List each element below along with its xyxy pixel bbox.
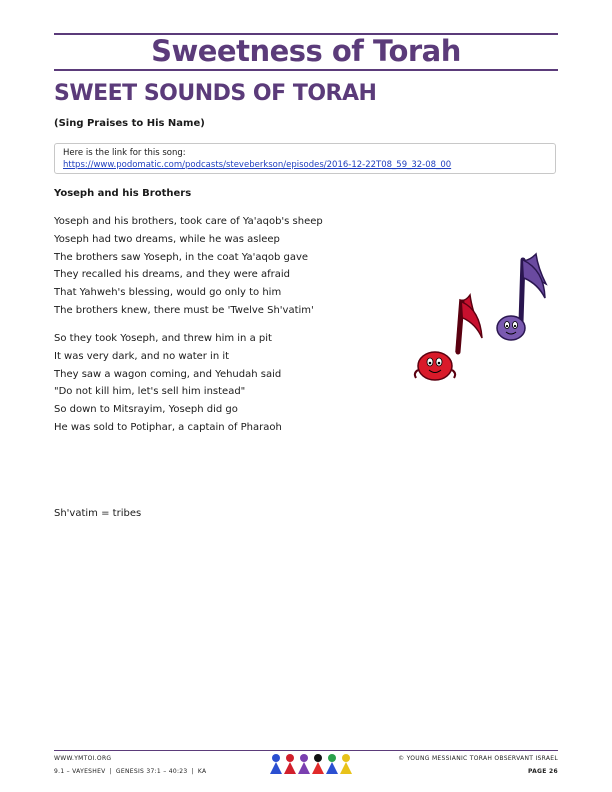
song-title: Yoseph and his Brothers	[54, 188, 192, 199]
lyric-line: They recalled his dreams, and they were afraid	[54, 269, 291, 281]
footer-separator: |	[109, 768, 112, 775]
section-heading: SWEET SOUNDS OF TORAH	[54, 81, 377, 106]
singing-red-note-icon	[415, 295, 482, 380]
lyric-line: Yoseph had two dreams, while he was asleep	[54, 233, 280, 245]
stanza-1	[54, 213, 323, 320]
footer-rule	[54, 750, 558, 751]
footer-reference	[54, 768, 206, 775]
lyric-line: "Do not kill him, let's sell him instead"	[54, 386, 246, 398]
footer-scripture: GENESIS 37:1 – 40:23	[115, 768, 188, 775]
song-link-box	[54, 143, 556, 174]
footer-site: WWW.YMTOI.ORG	[54, 755, 112, 762]
footnote: Sh'vatim = tribes	[54, 508, 142, 519]
singing-purple-note-icon	[497, 254, 546, 340]
header-bottom-rule	[54, 69, 558, 71]
lyric-line: They saw a wagon coming, and Yehudah said	[54, 368, 282, 380]
lyric-line: It was very dark, and no water in it	[54, 350, 230, 362]
ymtoi-kids-logo-icon	[268, 752, 354, 776]
stanza-2	[54, 330, 282, 437]
footer-copyright: © YOUNG MESSIANIC TORAH OBSERVANT ISRAEL	[398, 755, 558, 762]
footer-separator: |	[191, 768, 194, 775]
link-intro: Here is the link for this song:	[63, 148, 186, 158]
page-number: PAGE 26	[527, 768, 558, 775]
lyric-line: That Yahweh's blessing, would go only to him	[54, 287, 282, 299]
singing-notes-illustration	[410, 240, 555, 385]
footer-portion: 9.1 – VAYESHEV	[54, 768, 106, 775]
footer-level: KA	[197, 768, 207, 775]
subheading: (Sing Praises to His Name)	[54, 118, 205, 129]
lyric-line: So they took Yoseph, and threw him in a pit	[54, 333, 272, 344]
lyric-line: The brothers saw Yoseph, in the coat Ya'aqob gave	[54, 251, 309, 263]
lyric-line: So down to Mitsrayim, Yoseph did go	[54, 404, 238, 416]
lyric-line: The brothers knew, there must be 'Twelve Sh'vatim'	[54, 304, 314, 316]
lyric-line: He was sold to Potiphar, a captain of Pharaoh	[54, 421, 282, 433]
lyric-line: Yoseph and his brothers, took care of Ya'aqob's sheep	[54, 216, 323, 227]
page-title: Sweetness of Torah	[151, 34, 461, 68]
song-link[interactable]: https://www.podomatic.com/podcasts/steveberkson/episodes/2016-12-22T08_59_32-08_00	[63, 160, 452, 170]
